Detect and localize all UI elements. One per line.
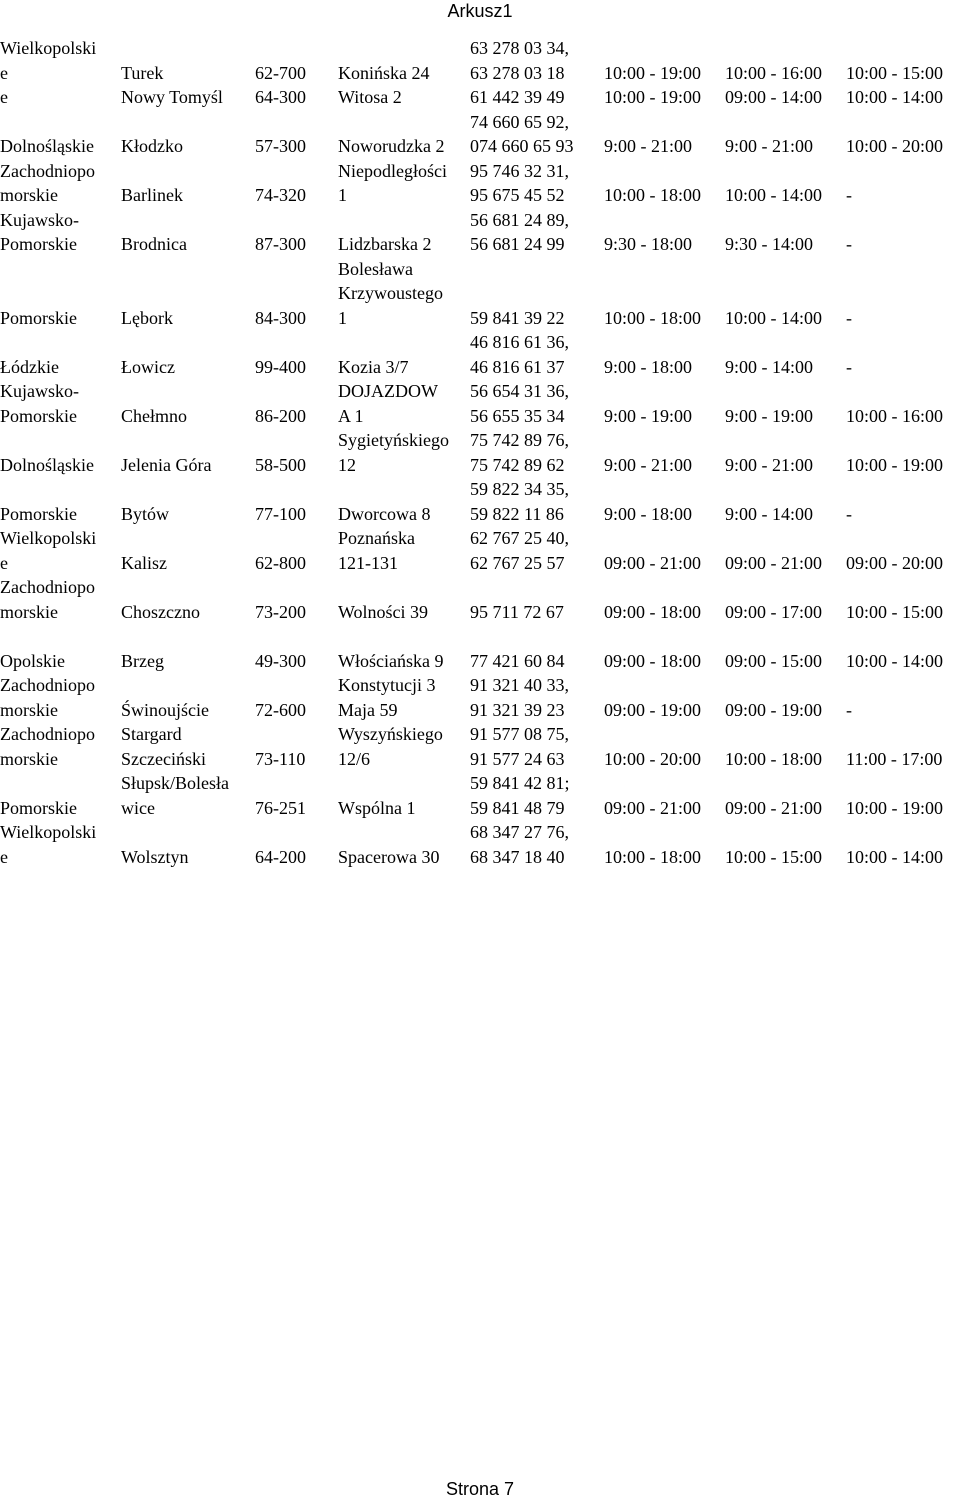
cell-region <box>0 575 118 624</box>
cell-hours-weekday <box>604 36 722 85</box>
cell-hours-weekday <box>604 477 722 526</box>
cell-hours-sunday-text: 10:00 - 16:00 <box>846 405 943 426</box>
cell-phone-text: 59 841 42 81; 59 841 48 79 <box>470 773 570 818</box>
cell-postal-code <box>255 771 335 820</box>
cell-street <box>338 624 468 673</box>
cell-city-text: Turek <box>121 62 164 83</box>
cell-postal-code <box>255 85 335 110</box>
cell-hours-sunday <box>846 428 960 477</box>
cell-street-text: Wyszyńskiego 12/6 <box>338 724 443 769</box>
cell-phone-text: 63 278 03 34, 63 278 03 18 <box>470 38 569 83</box>
cell-city <box>121 771 251 820</box>
cell-region-text: Pomorskie <box>0 503 78 524</box>
cell-region <box>0 330 118 379</box>
cell-street-text: DOJAZDOW A 1 <box>338 381 438 426</box>
cell-hours-saturday-text: 10:00 - 15:00 <box>725 846 822 867</box>
cell-hours-weekday-text: 10:00 - 18:00 <box>604 185 701 205</box>
cell-hours-sunday-text: - <box>846 356 852 377</box>
cell-hours-sunday <box>846 820 960 869</box>
cell-region <box>0 257 118 331</box>
cell-city <box>121 820 251 869</box>
cell-phone <box>470 330 600 379</box>
cell-city-text: Brzeg <box>121 650 164 671</box>
cell-hours-weekday-text: 10:00 - 20:00 <box>604 748 701 769</box>
cell-city <box>121 722 251 771</box>
cell-street-text: Wspólna 1 <box>338 797 416 818</box>
cell-hours-saturday <box>725 379 843 428</box>
cell-hours-weekday <box>604 428 722 477</box>
table-row <box>0 110 960 159</box>
cell-street-text: Bolesława Krzywoustego 1 <box>338 258 443 328</box>
cell-postal-code-text: 58-500 <box>255 454 306 475</box>
cell-phone <box>470 820 600 869</box>
cell-postal-code <box>255 575 335 624</box>
table-row <box>0 257 960 331</box>
cell-hours-sunday <box>846 575 960 624</box>
cell-postal-code-text: 84-300 <box>255 307 306 328</box>
cell-hours-weekday-text: 10:00 - 19:00 <box>604 87 701 107</box>
table-row <box>0 379 960 428</box>
cell-postal-code <box>255 722 335 771</box>
table-row <box>0 330 960 379</box>
cell-hours-weekday <box>604 673 722 722</box>
cell-phone <box>470 428 600 477</box>
sheet-title: Arkusz1 <box>447 1 513 21</box>
cell-hours-weekday <box>604 257 722 331</box>
cell-street <box>338 477 468 526</box>
cell-region <box>0 722 118 771</box>
cell-street <box>338 85 468 110</box>
cell-hours-saturday <box>725 257 843 331</box>
cell-phone-text: 59 822 34 35, 59 822 11 86 <box>470 479 569 524</box>
cell-hours-sunday-text: 09:00 - 20:00 <box>846 552 943 573</box>
cell-hours-saturday-text: 9:00 - 14:00 <box>725 356 813 377</box>
cell-street-text: Sygietyńskiego 12 <box>338 430 449 475</box>
cell-street-text: Konińska 24 <box>338 62 430 83</box>
cell-city <box>121 36 251 85</box>
cell-region-text: Opolskie <box>0 650 65 671</box>
cell-street <box>338 257 468 331</box>
cell-hours-saturday-text: 9:00 - 19:00 <box>725 405 813 426</box>
cell-hours-sunday-text: 10:00 - 20:00 <box>846 136 943 156</box>
cell-phone <box>470 722 600 771</box>
cell-region <box>0 477 118 526</box>
cell-postal-code-text: 74-320 <box>255 185 306 205</box>
cell-hours-weekday-text: 10:00 - 18:00 <box>604 307 701 328</box>
cell-phone-text: 68 347 27 76, 68 347 18 40 <box>470 822 569 867</box>
cell-hours-weekday-text: 10:00 - 18:00 <box>604 846 701 867</box>
table-row <box>0 575 960 624</box>
cell-region-text: Kujawsko- Pomorskie <box>0 381 79 426</box>
cell-hours-saturday <box>725 330 843 379</box>
cell-phone-text: 91 321 40 33, 91 321 39 23 <box>470 675 569 720</box>
table-row <box>0 771 960 820</box>
cell-city-text: Lębork <box>121 307 173 328</box>
cell-region-text: Dolnośląskie <box>0 454 94 475</box>
cell-region <box>0 379 118 428</box>
cell-hours-weekday-text: 09:00 - 18:00 <box>604 650 701 671</box>
cell-hours-weekday <box>604 85 722 110</box>
cell-hours-weekday-text: 09:00 - 21:00 <box>604 552 701 573</box>
cell-hours-weekday <box>604 820 722 869</box>
cell-hours-weekday <box>604 330 722 379</box>
cell-region <box>0 526 118 575</box>
cell-phone-text: 91 577 08 75, 91 577 24 63 <box>470 724 569 769</box>
cell-phone-text: 74 660 65 92, 074 660 65 93 <box>470 111 574 156</box>
cell-street-text: Witosa 2 <box>338 87 402 107</box>
cell-city-text: Stargard Szczeciński <box>121 724 206 769</box>
cell-region <box>0 771 118 820</box>
cell-hours-sunday-text: - <box>846 307 852 328</box>
cell-phone <box>470 673 600 722</box>
cell-phone <box>470 575 600 624</box>
cell-hours-saturday <box>725 110 843 159</box>
cell-phone-text: 75 742 89 76, 75 742 89 62 <box>470 430 569 475</box>
cell-city <box>121 208 251 257</box>
cell-postal-code <box>255 526 335 575</box>
cell-phone-text: 46 816 61 36, 46 816 61 37 <box>470 332 569 377</box>
cell-phone <box>470 159 600 208</box>
cell-street <box>338 159 468 208</box>
cell-phone-text: 56 654 31 36, 56 655 35 34 <box>470 381 569 426</box>
cell-region <box>0 85 118 110</box>
cell-hours-saturday-text: 9:00 - 21:00 <box>725 454 813 475</box>
cell-phone <box>470 110 600 159</box>
cell-region <box>0 159 118 208</box>
cell-street-text: Wolności 39 <box>338 601 429 622</box>
cell-phone-text: 77 421 60 84 <box>470 650 565 671</box>
cell-street-text: Dworcowa 8 <box>338 503 431 524</box>
cell-city-text: Wolsztyn <box>121 846 189 867</box>
cell-phone <box>470 257 600 331</box>
cell-street <box>338 208 468 257</box>
cell-hours-saturday-text: 09:00 - 17:00 <box>725 601 822 622</box>
cell-city <box>121 673 251 722</box>
cell-hours-weekday <box>604 159 722 208</box>
cell-region-text: Zachodniopo morskie <box>0 577 95 622</box>
cell-hours-sunday <box>846 624 960 673</box>
cell-hours-saturday-text: 9:30 - 14:00 <box>725 234 813 254</box>
cell-street-text: Lidzbarska 2 <box>338 234 432 254</box>
cell-hours-weekday-text: 09:00 - 18:00 <box>604 601 701 622</box>
cell-street <box>338 526 468 575</box>
cell-street <box>338 673 468 722</box>
cell-hours-weekday-text: 9:00 - 18:00 <box>604 356 692 377</box>
cell-postal-code <box>255 330 335 379</box>
cell-hours-sunday-text: - <box>846 185 852 205</box>
cell-hours-sunday-text: 10:00 - 14:00 <box>846 87 943 107</box>
cell-hours-sunday-text: 11:00 - 17:00 <box>846 748 943 769</box>
cell-hours-sunday <box>846 330 960 379</box>
cell-hours-weekday-text: 10:00 - 19:00 <box>604 62 701 83</box>
cell-postal-code <box>255 624 335 673</box>
cell-postal-code-text: 73-200 <box>255 601 306 622</box>
table-row <box>0 722 960 771</box>
cell-region-text: Wielkopolski e <box>0 822 97 867</box>
cell-hours-saturday <box>725 820 843 869</box>
cell-street <box>338 575 468 624</box>
cell-phone <box>470 85 600 110</box>
table-row <box>0 477 960 526</box>
cell-hours-sunday <box>846 85 960 110</box>
cell-city <box>121 330 251 379</box>
cell-region-text: Wielkopolski e <box>0 528 97 573</box>
cell-street <box>338 820 468 869</box>
cell-city-text: Słupsk/Bolesła wice <box>121 773 230 818</box>
cell-hours-saturday <box>725 526 843 575</box>
cell-hours-weekday <box>604 771 722 820</box>
cell-street-text: Konstytucji 3 Maja 59 <box>338 675 436 720</box>
table-row <box>0 36 960 85</box>
cell-region-text: Zachodniopo morskie <box>0 160 95 205</box>
cell-hours-sunday <box>846 477 960 526</box>
cell-street <box>338 722 468 771</box>
cell-hours-sunday <box>846 673 960 722</box>
cell-region <box>0 428 118 477</box>
cell-hours-sunday <box>846 379 960 428</box>
cell-hours-sunday-text: 10:00 - 15:00 <box>846 62 943 83</box>
cell-street-text: Poznańska 121-131 <box>338 528 415 573</box>
cell-hours-weekday-text: 9:00 - 21:00 <box>604 454 692 475</box>
cell-hours-sunday-text: - <box>846 503 852 524</box>
cell-hours-sunday-text: - <box>846 234 852 254</box>
cell-city <box>121 110 251 159</box>
cell-hours-sunday-text: - <box>846 699 852 720</box>
cell-hours-weekday <box>604 575 722 624</box>
cell-hours-saturday-text: 09:00 - 15:00 <box>725 650 822 671</box>
cell-street-text: Noworudzka 2 <box>338 136 445 156</box>
cell-hours-saturday-text: 9:00 - 14:00 <box>725 503 813 524</box>
cell-hours-weekday <box>604 379 722 428</box>
cell-postal-code-text: 77-100 <box>255 503 306 524</box>
cell-phone <box>470 624 600 673</box>
cell-postal-code <box>255 159 335 208</box>
cell-hours-saturday-text: 09:00 - 14:00 <box>725 87 822 107</box>
cell-hours-saturday <box>725 673 843 722</box>
cell-region-text: Wielkopolski e <box>0 38 97 83</box>
cell-hours-weekday-text: 9:00 - 18:00 <box>604 503 692 524</box>
cell-hours-saturday <box>725 428 843 477</box>
cell-hours-weekday <box>604 110 722 159</box>
cell-hours-weekday <box>604 208 722 257</box>
cell-hours-saturday <box>725 85 843 110</box>
table-row <box>0 673 960 722</box>
cell-phone-text: 59 841 39 22 <box>470 307 565 328</box>
cell-region <box>0 208 118 257</box>
cell-hours-weekday-text: 9:00 - 19:00 <box>604 405 692 426</box>
cell-phone <box>470 208 600 257</box>
cell-phone <box>470 771 600 820</box>
cell-street <box>338 379 468 428</box>
table-row <box>0 85 960 110</box>
cell-city-text: Świnoujście <box>121 699 209 720</box>
cell-city-text: Nowy Tomyśl <box>121 87 223 107</box>
cell-hours-saturday-text: 09:00 - 19:00 <box>725 699 822 720</box>
cell-hours-sunday-text: 10:00 - 14:00 <box>846 650 943 671</box>
cell-city-text: Brodnica <box>121 234 187 254</box>
cell-hours-weekday-text: 9:00 - 21:00 <box>604 136 692 156</box>
cell-phone <box>470 379 600 428</box>
cell-city <box>121 575 251 624</box>
cell-city-text: Kalisz <box>121 552 167 573</box>
cell-street-text: Kozia 3/7 <box>338 356 409 377</box>
cell-region-text: Pomorskie <box>0 797 78 818</box>
cell-street-text: Spacerowa 30 <box>338 846 440 867</box>
cell-postal-code <box>255 208 335 257</box>
cell-city <box>121 379 251 428</box>
cell-hours-sunday <box>846 526 960 575</box>
cell-postal-code-text: 64-200 <box>255 846 306 867</box>
table-row <box>0 428 960 477</box>
cell-street <box>338 771 468 820</box>
cell-region-text: e <box>0 87 8 107</box>
cell-hours-sunday-text: 10:00 - 15:00 <box>846 601 943 622</box>
cell-city <box>121 624 251 673</box>
cell-street <box>338 330 468 379</box>
cell-phone-text: 95 711 72 67 <box>470 601 564 622</box>
cell-postal-code-text: 86-200 <box>255 405 306 426</box>
cell-city-text: Łowicz <box>121 356 175 377</box>
cell-postal-code-text: 99-400 <box>255 356 306 377</box>
cell-phone-text: 62 767 25 40, 62 767 25 57 <box>470 528 569 573</box>
cell-city <box>121 477 251 526</box>
cell-hours-saturday-text: 09:00 - 21:00 <box>725 552 822 573</box>
cell-postal-code-text: 72-600 <box>255 699 306 720</box>
cell-postal-code <box>255 379 335 428</box>
cell-hours-weekday-text: 09:00 - 21:00 <box>604 797 701 818</box>
cell-region <box>0 673 118 722</box>
cell-phone-text: 95 746 32 31, 95 675 45 52 <box>470 160 569 205</box>
cell-street-text: Włościańska 9 <box>338 650 444 671</box>
cell-phone <box>470 36 600 85</box>
cell-city <box>121 428 251 477</box>
cell-postal-code-text: 57-300 <box>255 136 306 156</box>
cell-hours-sunday <box>846 722 960 771</box>
cell-hours-sunday-text: 10:00 - 19:00 <box>846 797 943 818</box>
cell-hours-sunday <box>846 257 960 331</box>
page-footer: Strona 7 <box>445 1479 515 1499</box>
cell-region-text: Pomorskie <box>0 307 78 328</box>
cell-postal-code <box>255 428 335 477</box>
cell-hours-saturday <box>725 159 843 208</box>
cell-region <box>0 624 118 673</box>
cell-phone <box>470 477 600 526</box>
cell-hours-saturday-text: 10:00 - 18:00 <box>725 748 822 769</box>
cell-postal-code <box>255 477 335 526</box>
cell-hours-weekday-text: 09:00 - 19:00 <box>604 699 701 720</box>
cell-hours-saturday <box>725 36 843 85</box>
table-row <box>0 526 960 575</box>
cell-region-text: Łódzkie <box>0 356 59 377</box>
cell-postal-code <box>255 110 335 159</box>
cell-hours-weekday <box>604 722 722 771</box>
cell-street <box>338 110 468 159</box>
cell-city-text: Kłodzko <box>121 136 183 156</box>
cell-hours-weekday-text: 9:30 - 18:00 <box>604 234 692 254</box>
cell-city <box>121 257 251 331</box>
table-row <box>0 208 960 257</box>
cell-phone-text: 61 442 39 49 <box>470 87 565 107</box>
cell-hours-weekday <box>604 624 722 673</box>
cell-region-text: Zachodniopo morskie <box>0 724 95 769</box>
cell-city-text: Choszczno <box>121 601 200 622</box>
cell-city <box>121 159 251 208</box>
cell-phone-text: 56 681 24 89, 56 681 24 99 <box>470 209 569 254</box>
cell-city-text: Jelenia Góra <box>121 454 212 475</box>
cell-region <box>0 110 118 159</box>
cell-city-text: Bytów <box>121 503 170 524</box>
cell-phone <box>470 526 600 575</box>
cell-hours-sunday <box>846 36 960 85</box>
cell-city-text: Chełmno <box>121 405 187 426</box>
cell-postal-code-text: 73-110 <box>255 748 306 769</box>
cell-postal-code-text: 62-800 <box>255 552 306 573</box>
cell-postal-code-text: 76-251 <box>255 797 306 818</box>
cell-postal-code-text: 87-300 <box>255 234 306 254</box>
cell-region <box>0 36 118 85</box>
data-table <box>0 36 960 869</box>
cell-hours-saturday <box>725 208 843 257</box>
cell-hours-sunday <box>846 208 960 257</box>
cell-hours-sunday-text: 10:00 - 14:00 <box>846 846 943 867</box>
cell-street <box>338 36 468 85</box>
cell-region-text: Dolnośląskie <box>0 136 94 156</box>
table-row <box>0 820 960 869</box>
cell-hours-saturday <box>725 624 843 673</box>
cell-postal-code <box>255 820 335 869</box>
cell-hours-sunday <box>846 159 960 208</box>
table-row <box>0 624 960 673</box>
cell-hours-saturday-text: 09:00 - 21:00 <box>725 797 822 818</box>
cell-postal-code <box>255 36 335 85</box>
cell-hours-saturday <box>725 722 843 771</box>
cell-street <box>338 428 468 477</box>
cell-postal-code <box>255 257 335 331</box>
cell-street-text: Niepodległości 1 <box>338 160 447 205</box>
cell-hours-sunday-text: 10:00 - 19:00 <box>846 454 943 475</box>
cell-city <box>121 85 251 110</box>
cell-hours-saturday <box>725 477 843 526</box>
cell-city <box>121 526 251 575</box>
cell-region-text: Zachodniopo morskie <box>0 675 95 720</box>
cell-hours-sunday <box>846 771 960 820</box>
cell-hours-saturday-text: 9:00 - 21:00 <box>725 136 813 156</box>
cell-city-text: Barlinek <box>121 185 183 205</box>
cell-hours-sunday <box>846 110 960 159</box>
cell-hours-saturday <box>725 771 843 820</box>
cell-region <box>0 820 118 869</box>
cell-hours-saturday-text: 10:00 - 16:00 <box>725 62 822 83</box>
cell-region-text: Kujawsko- Pomorskie <box>0 209 79 254</box>
cell-hours-weekday <box>604 526 722 575</box>
cell-postal-code <box>255 673 335 722</box>
cell-hours-saturday <box>725 575 843 624</box>
table-row <box>0 159 960 208</box>
cell-hours-saturday-text: 10:00 - 14:00 <box>725 185 822 205</box>
cell-postal-code-text: 64-300 <box>255 87 306 107</box>
cell-hours-saturday-text: 10:00 - 14:00 <box>725 307 822 328</box>
cell-postal-code-text: 49-300 <box>255 650 306 671</box>
cell-postal-code-text: 62-700 <box>255 62 306 83</box>
